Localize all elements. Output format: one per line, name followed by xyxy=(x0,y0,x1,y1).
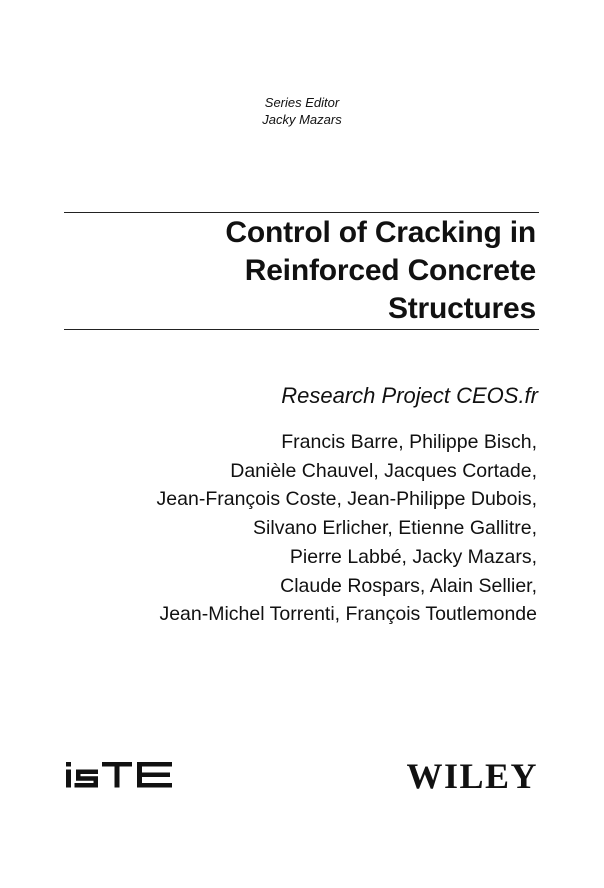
author-line: Silvano Erlicher, Etienne Gallitre, xyxy=(253,517,537,540)
book-title xyxy=(66,214,536,328)
iste-logo xyxy=(66,762,172,788)
book-title-line: Control of Cracking in xyxy=(225,216,536,249)
book-title-line: Structures xyxy=(387,292,536,325)
author-line: Claude Rospars, Alain Sellier, xyxy=(280,574,537,597)
series-editor-block xyxy=(200,94,404,128)
book-title-line: Reinforced Concrete xyxy=(244,254,536,287)
series-editor-name: Jacky Mazars xyxy=(262,112,342,127)
author-line: Danièle Chauvel, Jacques Cortade, xyxy=(230,459,537,482)
series-editor-label: Series Editor xyxy=(264,95,340,110)
author-line: Pierre Labbé, Jacky Mazars, xyxy=(289,545,537,568)
author-list xyxy=(17,428,537,629)
title-bottom-rule xyxy=(64,329,539,330)
author-line: Jean-François Coste, Jean-Philippe Dubois, xyxy=(156,488,537,511)
wiley-logo: WILEY xyxy=(406,756,538,796)
book-subtitle: Research Project CEOS.fr xyxy=(281,383,538,408)
author-line: Francis Barre, Philippe Bisch, xyxy=(281,431,537,453)
title-top-rule xyxy=(64,212,539,213)
author-line: Jean-Michel Torrenti, François Toutlemonde xyxy=(159,603,537,626)
